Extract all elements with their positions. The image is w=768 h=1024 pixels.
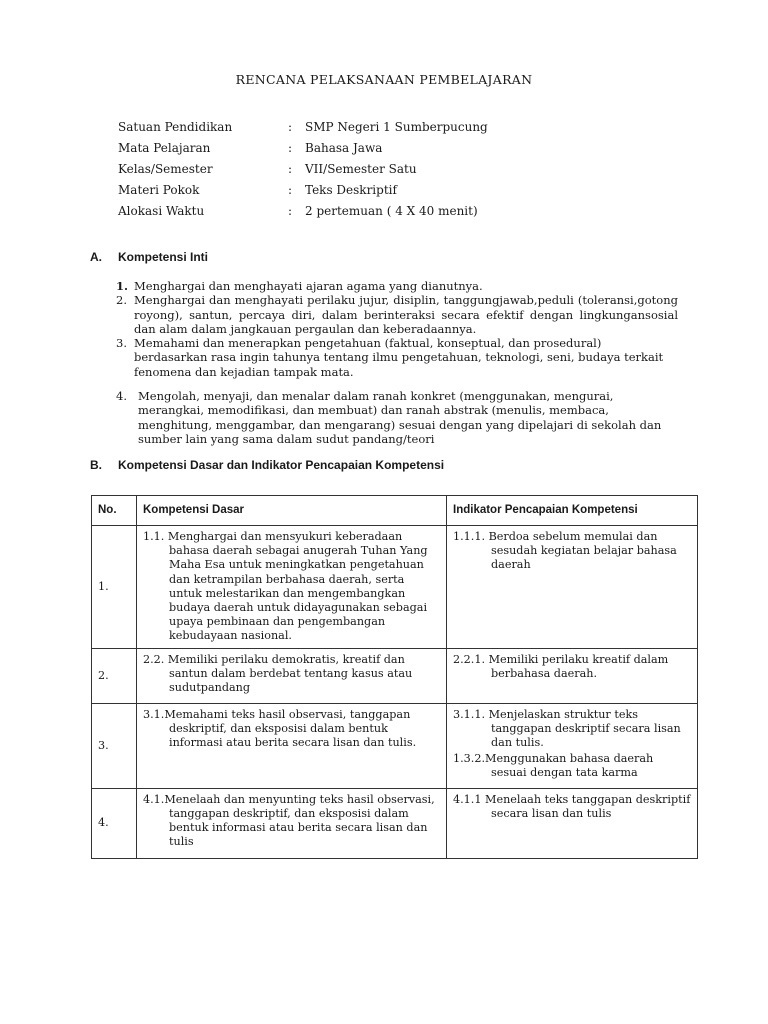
list-item	[116, 389, 678, 446]
competency-table	[91, 495, 698, 859]
ipk-cell	[447, 703, 698, 788]
info-row-time	[118, 204, 488, 225]
info-colon: :	[288, 141, 293, 155]
kd-cell	[137, 788, 447, 858]
ipk-cell	[447, 788, 698, 858]
list-number: 2.	[116, 293, 127, 308]
info-colon: :	[288, 162, 293, 176]
info-colon: :	[288, 204, 293, 218]
ipk-text: 1.3.2.Menggunakan bahasa daerah sesuai dengan tata karma	[453, 752, 654, 780]
list-number: 3.	[116, 336, 127, 351]
table-row	[92, 648, 698, 703]
info-value: Bahasa Jawa	[305, 141, 383, 155]
list-text: Menghargai dan menghayati ajaran agama yang dianutnya.	[134, 279, 483, 293]
header-kd: Kompetensi Dasar	[137, 496, 447, 526]
table-row	[92, 788, 698, 858]
kd-text: 1.1. Menghargai dan mensyukuri keberadaan bahasa daerah sebagai anugerah Tuhan Yang Maha Esa untuk meningkatkan pengetahuan dan ketrampilan berbahasa daerah, serta untuk melestarikan dan mengembangkan budaya daerah untuk didayagunakan sebagai upaya pembinaan dan pengembangan kebudayaan nasional.	[143, 530, 428, 643]
section-b-heading	[90, 458, 444, 472]
list-item	[116, 336, 678, 379]
section-b-title: Kompetensi Dasar dan Indikator Pencapaian Kompetensi	[118, 458, 445, 472]
kd-text: 3.1.Memahami teks hasil observasi, tanggapan deskriptif, dan eksposisi dalam bentuk informasi atau berita secara lisan dan tulis.	[143, 707, 417, 750]
info-label: Kelas/Semester	[118, 162, 213, 176]
ipk-cell	[447, 648, 698, 703]
info-colon: :	[288, 183, 293, 197]
ipk-text: 2.2.1. Memiliki perilaku kreatif dalam berbahasa daerah.	[453, 652, 669, 680]
kd-text: 2.2. Memiliki perilaku demokratis, kreatif dan santun dalam berdebat tentang kasus atau sudutpandang	[143, 652, 413, 695]
list-number: 4.	[116, 389, 127, 404]
kd-cell	[137, 703, 447, 788]
list-number: 1.	[116, 279, 129, 293]
table-header-row	[92, 496, 698, 526]
section-a-title: Kompetensi Inti	[118, 250, 209, 264]
row-number: 2.	[92, 648, 137, 703]
info-value: Teks Deskriptif	[305, 183, 397, 197]
section-b-letter: B.	[90, 458, 102, 472]
info-label: Mata Pelajaran	[118, 141, 211, 155]
info-value: SMP Negeri 1 Sumberpucung	[305, 120, 488, 134]
info-value: VII/Semester Satu	[305, 162, 417, 176]
info-colon: :	[288, 120, 293, 134]
row-number: 3.	[92, 703, 137, 788]
kd-cell	[137, 648, 447, 703]
header-ipk: Indikator Pencapaian Kompetensi	[447, 496, 698, 526]
ipk-text: 4.1.1 Menelaah teks tanggapan deskriptif secara lisan dan tulis	[453, 792, 691, 820]
list-text: Memahami dan menerapkan pengetahuan (faktual, konseptual, dan prosedural) berdasarkan rasa ingin tahunya tentang ilmu pengetahuan, teknologi, seni, budaya terkait fenomena dan kejadian tampak mata.	[134, 336, 664, 379]
ipk-text: 3.1.1. Menjelaskan struktur teks tanggapan deskriptif secara lisan dan tulis.	[453, 707, 681, 750]
section-a-heading	[90, 250, 208, 264]
header-no: No.	[92, 496, 137, 526]
info-value: 2 pertemuan ( 4 X 40 menit)	[305, 204, 478, 218]
table-row	[92, 703, 698, 788]
info-row-subject	[118, 141, 488, 162]
kd-cell	[137, 526, 447, 649]
ipk-text: 1.1.1. Berdoa sebelum memulai dan sesudah kegiatan belajar bahasa daerah	[453, 530, 677, 572]
kompetensi-inti-list	[116, 279, 678, 446]
info-row-class	[118, 162, 488, 183]
document-title: RENCANA PELAKSANAAN PEMBELAJARAN	[235, 72, 533, 87]
info-label: Satuan Pendidikan	[118, 120, 233, 134]
kd-text: 4.1.Menelaah dan menyunting teks hasil observasi, tanggapan deskriptif, dan eksposisi dalam bentuk informasi atau berita secara lisan dan tulis	[143, 792, 435, 849]
row-number: 4.	[92, 788, 137, 858]
list-item	[116, 293, 678, 336]
section-a-letter: A.	[90, 250, 102, 264]
row-number: 1.	[92, 526, 137, 649]
list-text: Mengolah, menyaji, dan menalar dalam ranah konkret (menggunakan, mengurai, merangkai, memodifikasi, dan membuat) dan ranah abstrak (menulis, membaca, menghitung, menggambar, dan mengarang) sesuai dengan yang dipelajari di sekolah dan sumber lain yang sama dalam sudut pandang/teori	[138, 389, 662, 446]
list-text: Menghargai dan menghayati perilaku jujur, disiplin, tanggungjawab,peduli (toleransi,gotong royong), santun, percaya diri, dalam berinteraksi secara efektif dengan lingkungansosial dan alam dalam jangkauan pergaulan dan keberadaannya.	[134, 293, 678, 336]
info-row-topic	[118, 183, 488, 204]
identity-block	[118, 120, 488, 225]
info-row-school	[118, 120, 488, 141]
table-row	[92, 526, 698, 649]
list-item	[116, 279, 678, 293]
info-label: Materi Pokok	[118, 183, 200, 197]
info-label: Alokasi Waktu	[118, 204, 205, 218]
ipk-cell	[447, 526, 698, 649]
